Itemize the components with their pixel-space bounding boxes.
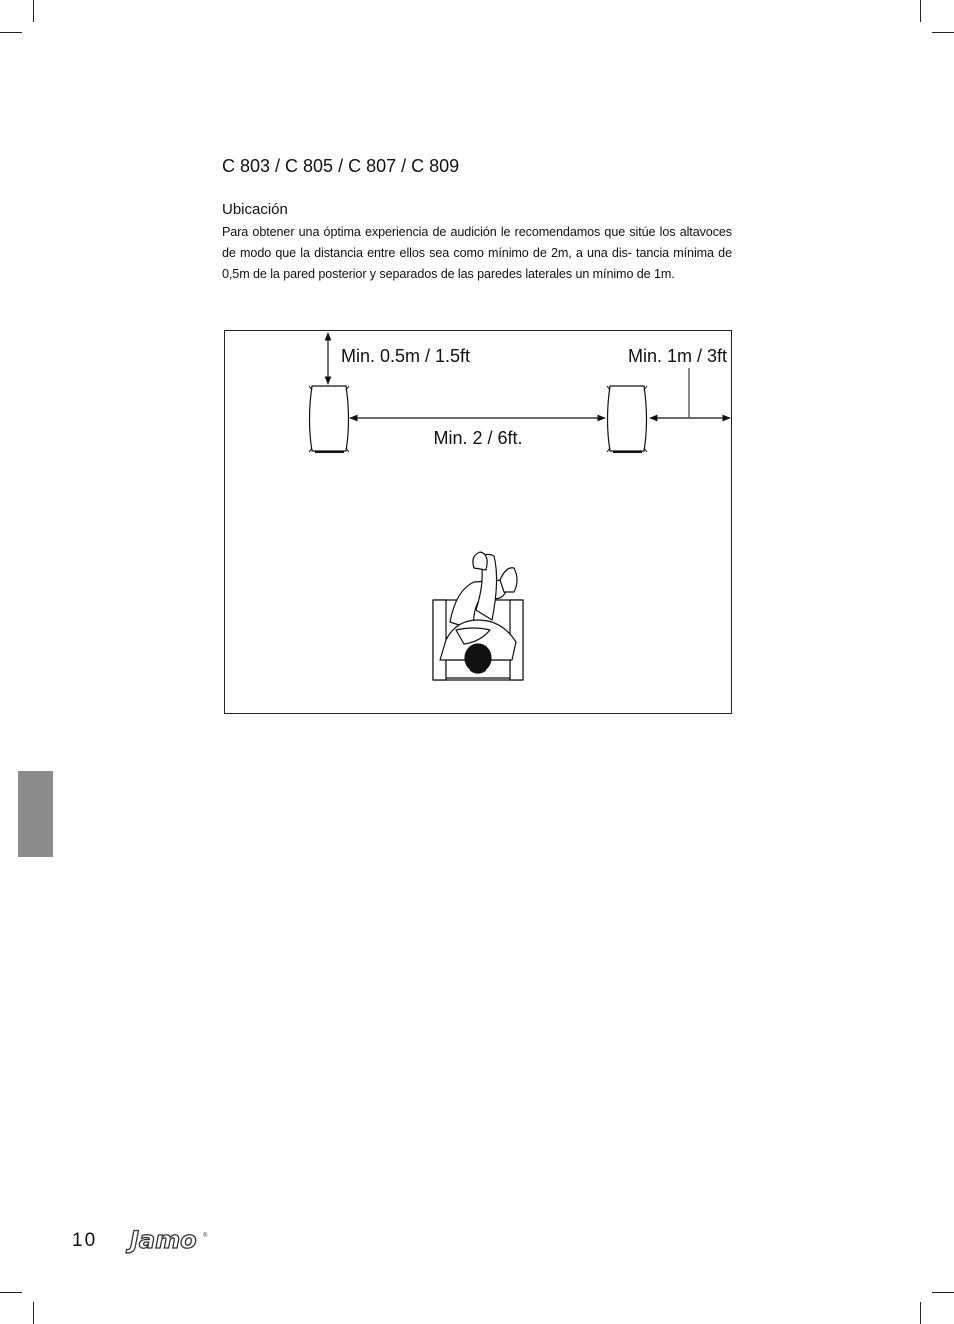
crop-mark [920, 0, 921, 22]
crop-mark [33, 0, 34, 22]
crop-mark [0, 32, 22, 33]
side-wall-label: Min. 1m / 3ft [627, 346, 727, 366]
page-number: 10 [72, 1230, 98, 1251]
crop-mark [932, 32, 954, 33]
crop-mark [932, 1292, 954, 1293]
body-line: Para obtener una óptima experiencia de audición le recomendamos que sitúe los [222, 225, 676, 239]
jamo-logo: Jamo [130, 1226, 197, 1254]
right-speaker-icon [607, 386, 647, 452]
body-line: altavoces de modo que la distancia entre ellos sea como mínimo de 2m, a una dis- [222, 225, 732, 260]
rear-wall-label: Min. 0.5m / 1.5ft [341, 346, 471, 366]
listener-chair-icon [433, 552, 523, 680]
placement-diagram-svg [224, 330, 732, 714]
crop-mark [33, 1302, 34, 1324]
body-line: un mínimo de 1m. [575, 267, 675, 281]
left-speaker-icon [309, 386, 349, 452]
language-tab [18, 771, 53, 857]
section-heading: Ubicación [222, 201, 288, 218]
crop-mark [920, 1302, 921, 1324]
model-title: C 803 / C 805 / C 807 / C 809 [222, 156, 460, 176]
body-paragraph [222, 222, 732, 285]
speaker-spacing-label: Min. 2 / 6ft. [433, 428, 523, 448]
placement-diagram [224, 330, 732, 714]
crop-mark [0, 1292, 22, 1293]
registered-mark: ® [203, 1233, 208, 1239]
body-line: tancia mínima de 0,5m de la pared posterior y separados de las paredes laterales [222, 246, 732, 281]
